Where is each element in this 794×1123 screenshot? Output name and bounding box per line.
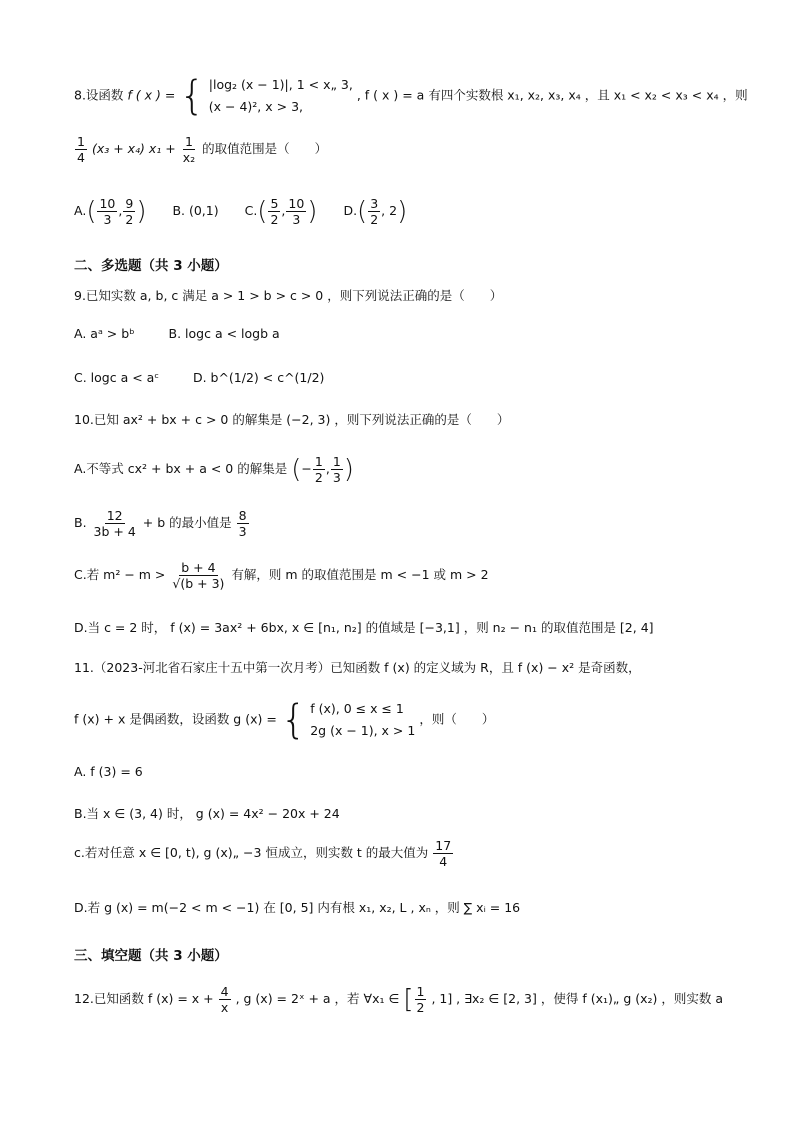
question-10-option-c [74, 560, 489, 591]
question-10-option-b [74, 508, 250, 539]
numerator: 12 [106, 508, 123, 523]
option-label: B. [74, 515, 87, 530]
option-c-tail: 有解，则 m 的取值范围是 m < −1 或 m > 2 [231, 567, 489, 582]
q11-case-1: f (x), 0 ≤ x ≤ 1 [310, 701, 404, 716]
denominator: x [220, 1000, 229, 1015]
q12-text-2: , g (x) = 2ˣ + a ，若 ∀x₁ ∈ [235, 991, 400, 1006]
numerator: 4 [220, 984, 229, 999]
question-10-option-a: A.不等式 cx² + bx + a < 0 的解集是 (− $\frac{1}{2}$ , $\frac{1}{3}$ ) [74, 454, 354, 485]
q8-ask: 的取值范围是（ ） [202, 141, 328, 156]
denominator: x₂ [182, 150, 196, 165]
question-11-option-d: D.若 g (x) = m(−2 < m < −1) 在 [0, 5] 内有根 x₁, x₂, L , xₙ ，则 ∑ xᵢ = 16 [74, 900, 521, 915]
numerator: 5 [270, 196, 279, 211]
option-label: D. [343, 203, 358, 218]
option-a-text: A.不等式 cx² + bx + a < 0 的解集是 [74, 461, 288, 476]
question-11-stem: 11.（2023-河北省石家庄十五中第一次月考）已知函数 f (x) 的定义域为 R，且 f (x) − x² 是奇函数， [74, 660, 641, 675]
option-c: C.( $\frac{5}{2}$ , $\frac{10}{3}$ ) [244, 196, 318, 227]
option-label: C. [244, 203, 258, 218]
option-tail: , 2 [381, 203, 398, 218]
section-heading-multi-choice: 二、多选题（共 3 小题） [74, 258, 228, 274]
numerator: 1 [314, 454, 323, 469]
q12-text-3: , 1] , ∃x₂ ∈ [2, 3] ，使得 f (x₁)„ g (x₂) ，则实数 a [431, 991, 723, 1006]
q8-text: 8.设函数 [74, 87, 124, 103]
denominator: 2 [370, 212, 379, 227]
q11-piecewise [310, 698, 415, 742]
question-10-stem: 10.已知 ax² + bx + c > 0 的解集是 (−2, 3) ，则下列说法正确的是（ ） [74, 412, 510, 427]
question-8-line-1 [74, 74, 748, 118]
section-heading-fill-in: 三、填空题（共 3 小题） [74, 948, 228, 964]
numerator: 1 [416, 984, 425, 999]
numerator: 1 [332, 454, 341, 469]
denominator: 3 [332, 470, 341, 485]
question-11-option-a: A. f (3) = 6 [74, 764, 143, 779]
option-a: A. aᵃ > bᵇ [74, 326, 135, 341]
denominator: 2 [416, 1000, 425, 1015]
denominator: 2 [270, 212, 279, 227]
numerator: 8 [238, 508, 247, 523]
q8-piecewise [209, 74, 353, 118]
denominator: 4 [77, 150, 85, 165]
q11-case-2: 2g (x − 1), x > 1 [310, 723, 416, 738]
q8-expr: (x₃ + x₄) x₁ + [91, 141, 176, 156]
option-d: D. b^(1/2) < c^(1/2) [192, 370, 325, 385]
option-b: B. logc a < logb a [168, 326, 280, 341]
q8-case-2: (x − 4)², x > 3, [208, 99, 303, 114]
denominator: √(b + 3) [172, 576, 225, 591]
option-d: D.( $\frac{3}{2}$ , 2) [343, 196, 408, 227]
fraction [75, 134, 87, 165]
q11-text: f (x) + x 是偶函数，设函数 g (x) = [74, 711, 277, 727]
question-9-stem: 9.已知实数 a, b, c 满足 a > 1 > b > c > 0 ，则下列说法正确的是（ ） [74, 288, 503, 303]
numerator: b + 4 [181, 560, 216, 575]
numerator: 1 [184, 134, 193, 149]
option-b-text: + b 的最小值是 [142, 515, 232, 530]
left-brace: { [280, 697, 307, 743]
question-11-option-b: B.当 x ∈ (3, 4) 时， g (x) = 4x² − 20x + 24 [74, 806, 340, 821]
option-label: A. [74, 203, 87, 218]
question-10-option-d: D.当 c = 2 时， f (x) = 3ax² + 6bx, x ∈ [n₁, n₂] 的值域是 [−3,1] ，则 n₂ − n₁ 的取值范围是 [2, 4] [74, 620, 654, 635]
numerator: 17 [435, 838, 452, 853]
q8-func: f ( x ) = [127, 87, 176, 103]
denominator: 4 [439, 854, 448, 869]
question-12-stem: 12.已知函数 f (x) = x + $\frac{4}{x}$ , g (x) = 2ˣ + a ，若 ∀x₁ ∈ [ $\frac{1}{2}$ , 1] , ∃x₂ ∈ [2, 3] ，使得 f (x₁)„ g (x₂) ，则实数 a [74, 984, 723, 1015]
fraction [181, 134, 197, 165]
denominator: 2 [314, 470, 323, 485]
question-9-options-cd [74, 370, 346, 385]
q12-text: 12.已知函数 f (x) = x + [74, 991, 214, 1006]
option-c: C. logc a < aᶜ [74, 370, 159, 385]
denominator: 3 [292, 212, 301, 227]
option-c-text: c.若对任意 x ∈ [0, t), g (x)„ −3 恒成立，则实数 t 的最大值为 [74, 845, 429, 860]
numerator: 9 [125, 196, 134, 211]
numerator: 10 [99, 196, 116, 211]
q11-ask: ，则（ ） [419, 711, 495, 727]
left-brace: { [179, 73, 205, 119]
denominator: 3 [238, 524, 247, 539]
q8-condition: , f ( x ) = a 有四个实数根 x₁, x₂, x₃, x₄ ，且 x₁ < x₂ < x₃ < x₄ ，则 [356, 87, 748, 103]
q8-case-1: |log₂ (x − 1)|, 1 < x„ 3, [208, 77, 353, 92]
question-8-options [74, 196, 429, 227]
question-9-options-ab [74, 326, 302, 341]
option-b: B. (0,1) [172, 203, 219, 218]
option-a: A.( $\frac{10}{3}$ , $\frac{9}{2}$ ) [74, 196, 147, 227]
denominator: 3b + 4 [93, 524, 136, 539]
question-11-line-2 [74, 698, 494, 742]
denominator: 2 [125, 212, 134, 227]
question-11-option-c [74, 838, 454, 869]
numerator: 3 [370, 196, 379, 211]
numerator: 10 [288, 196, 305, 211]
numerator: 1 [77, 134, 85, 149]
option-c-text: C.若 m² − m > [74, 567, 166, 582]
question-8-line-2 [74, 134, 327, 165]
denominator: 3 [103, 212, 112, 227]
